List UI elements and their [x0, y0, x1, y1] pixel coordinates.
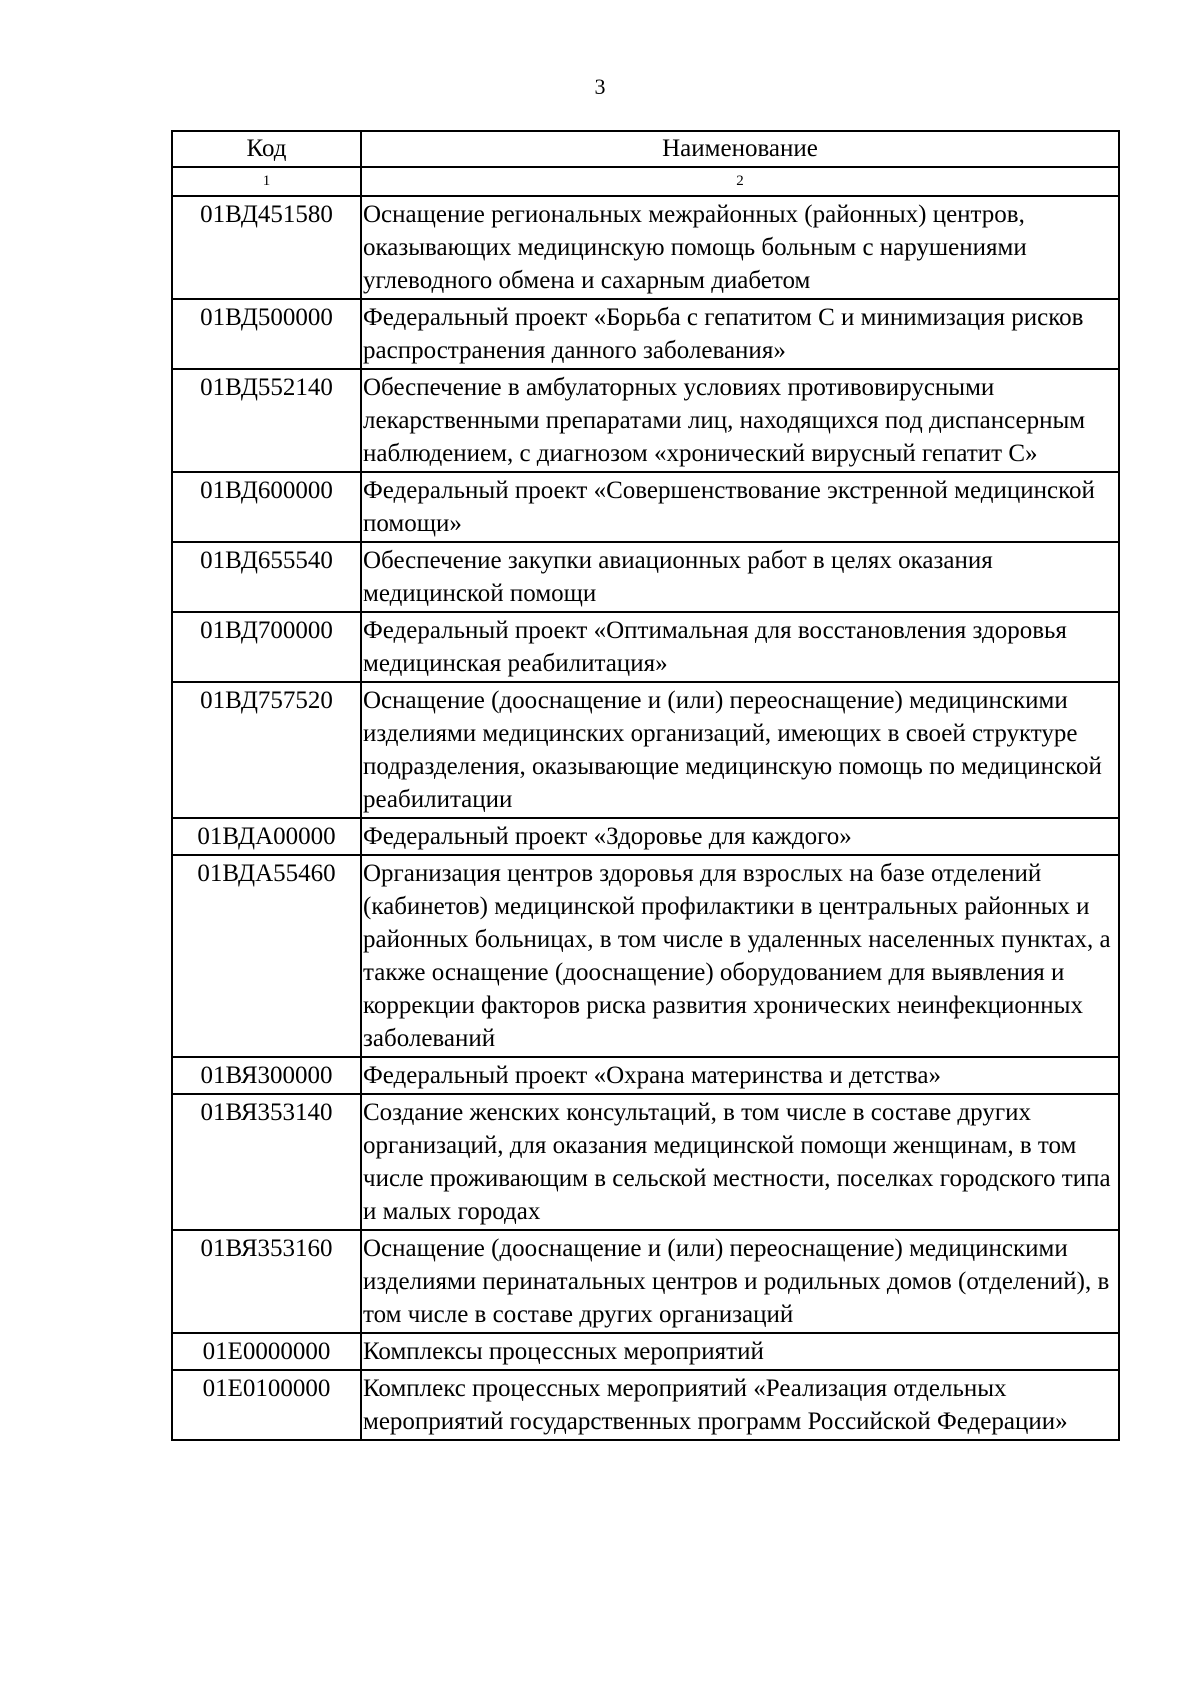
row-code: 01ВД600000 — [172, 472, 361, 542]
row-name: Обеспечение в амбулаторных условиях противовирусными лекарственными препаратами лиц, находящихся под диспансерным наблюдением, с диагнозом «хронический вирусный гепатит С» — [361, 369, 1119, 472]
table-row — [172, 1057, 1119, 1094]
table-row — [172, 1370, 1119, 1440]
row-name: Комплекс процессных мероприятий «Реализация отдельных мероприятий государственных программ Российской Федерации» — [361, 1370, 1119, 1440]
row-code: 01Е0000000 — [172, 1333, 361, 1370]
row-name: Оснащение (дооснащение и (или) переоснащение) медицинскими изделиями медицинских организаций, имеющих в своей структуре подразделения, оказывающие медицинскую помощь по медицинской реабилитации — [361, 682, 1119, 818]
budget-codes-table — [171, 130, 1120, 1441]
row-name: Обеспечение закупки авиационных работ в целях оказания медицинской помощи — [361, 542, 1119, 612]
row-code: 01ВДА55460 — [172, 855, 361, 1057]
table-row — [172, 612, 1119, 682]
row-code: 01ВЯ300000 — [172, 1057, 361, 1094]
table-row — [172, 369, 1119, 472]
page-number: 3 — [594, 74, 606, 99]
table-row — [172, 299, 1119, 369]
row-code: 01ВД552140 — [172, 369, 361, 472]
table-row — [172, 472, 1119, 542]
table-row — [172, 1094, 1119, 1230]
row-name: Федеральный проект «Совершенствование экстренной медицинской помощи» — [361, 472, 1119, 542]
row-name: Федеральный проект «Оптимальная для восстановления здоровья медицинская реабилитация» — [361, 612, 1119, 682]
row-name: Федеральный проект «Охрана материнства и детства» — [361, 1057, 1119, 1094]
column-number-row — [172, 167, 1119, 196]
row-code: 01ВДА00000 — [172, 818, 361, 855]
table-row — [172, 818, 1119, 855]
row-name: Создание женских консультаций, в том числе в составе других организаций, для оказания медицинской помощи женщинам, в том числе проживающим в сельской местности, поселках городского типа и малых городах — [361, 1094, 1119, 1230]
row-code: 01Е0100000 — [172, 1370, 361, 1440]
row-code: 01ВД655540 — [172, 542, 361, 612]
row-code: 01ВЯ353160 — [172, 1230, 361, 1333]
row-name: Комплексы процессных мероприятий — [361, 1333, 1119, 1370]
row-name: Организация центров здоровья для взрослых на базе отделений (кабинетов) медицинской профилактики в центральных районных и районных больницах, в том числе в удаленных населенных пунктах, а также оснащение (дооснащение) оборудованием для выявления и коррекции факторов риска развития хронических неинфекционных заболеваний — [361, 855, 1119, 1057]
table-header-row — [172, 131, 1119, 167]
row-name: Федеральный проект «Борьба с гепатитом С и минимизация рисков распространения данного заболевания» — [361, 299, 1119, 369]
row-code: 01ВД451580 — [172, 196, 361, 299]
table-row — [172, 196, 1119, 299]
table-row — [172, 542, 1119, 612]
row-code: 01ВД500000 — [172, 299, 361, 369]
table-row — [172, 682, 1119, 818]
header-name: Наименование — [361, 131, 1119, 167]
row-name: Оснащение (дооснащение и (или) переоснащение) медицинскими изделиями перинатальных центров и родильных домов (отделений), в том числе в составе других организаций — [361, 1230, 1119, 1333]
column-number-2: 2 — [361, 167, 1119, 196]
table-row — [172, 1230, 1119, 1333]
table-row — [172, 1333, 1119, 1370]
row-code: 01ВД700000 — [172, 612, 361, 682]
row-code: 01ВЯ353140 — [172, 1094, 361, 1230]
row-name: Федеральный проект «Здоровье для каждого» — [361, 818, 1119, 855]
table-row — [172, 855, 1119, 1057]
column-number-1: 1 — [172, 167, 361, 196]
row-name: Оснащение региональных межрайонных (районных) центров, оказывающих медицинскую помощь больным с нарушениями углеводного обмена и сахарным диабетом — [361, 196, 1119, 299]
row-code: 01ВД757520 — [172, 682, 361, 818]
header-code: Код — [172, 131, 361, 167]
